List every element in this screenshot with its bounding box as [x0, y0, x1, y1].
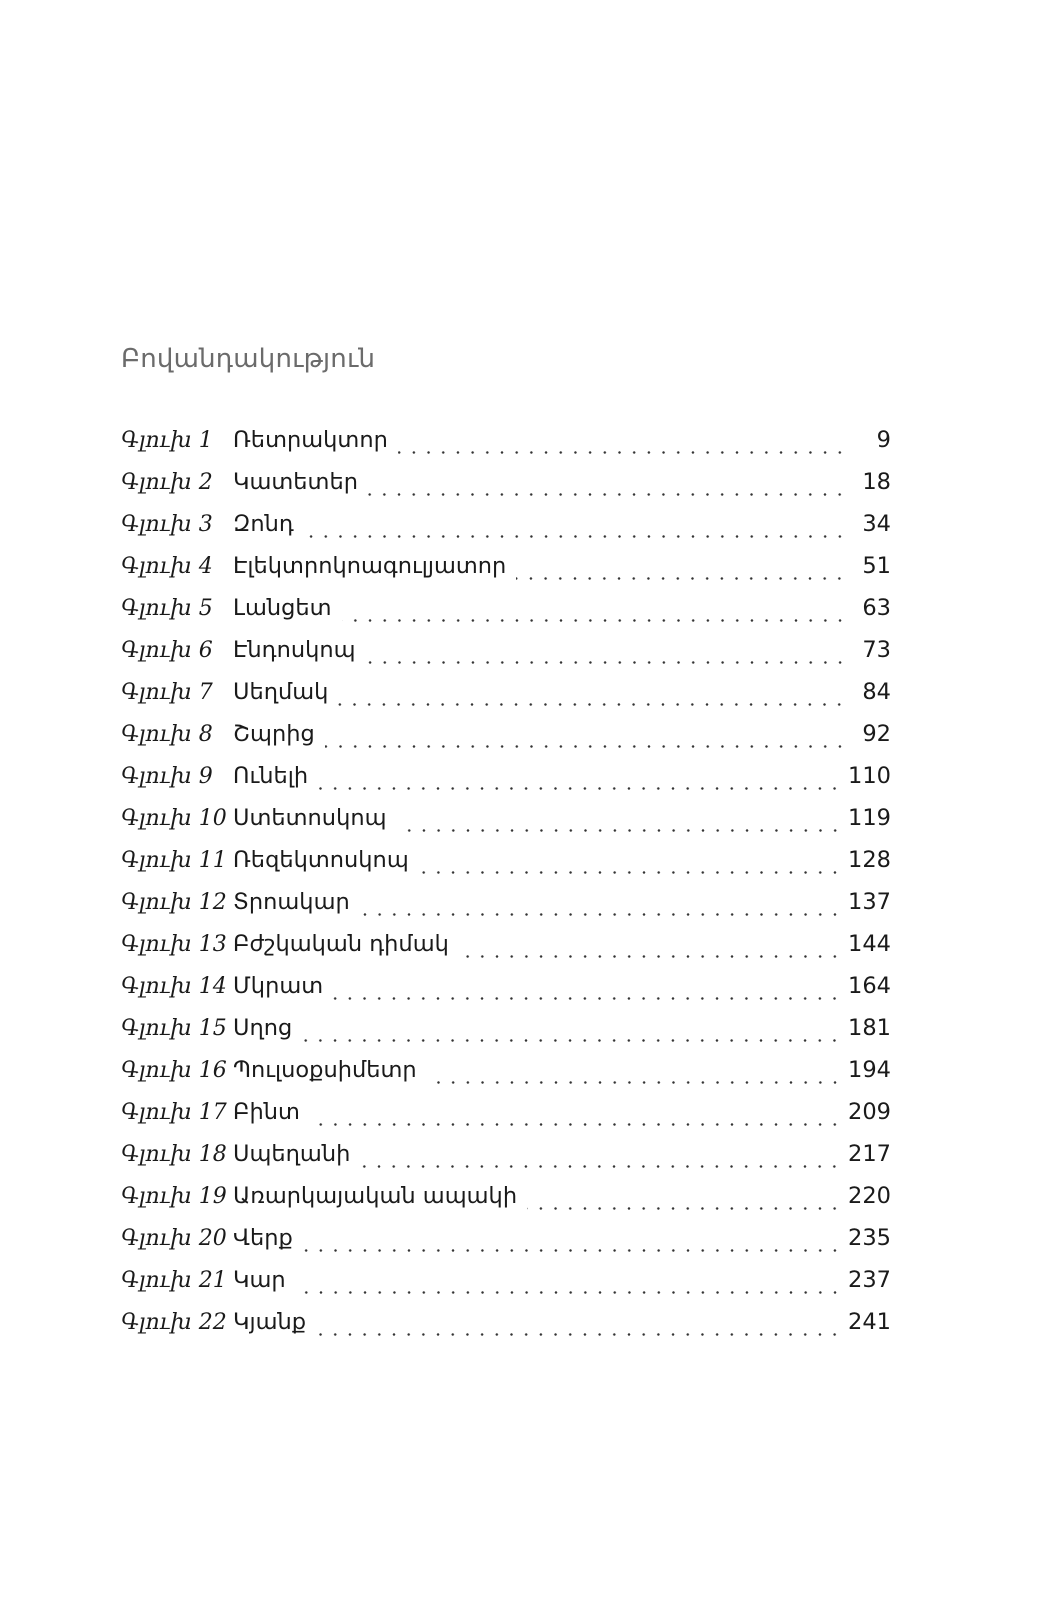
chapter-label: Գլուխ 13 [121, 932, 227, 957]
page-number: 51 [862, 553, 891, 579]
page-number: 18 [862, 469, 891, 495]
chapter-label: Գլուխ 21 [121, 1268, 227, 1293]
toc-entry[interactable] [121, 1139, 891, 1181]
chapter-title: Պուլսօքսիմետր [233, 1057, 417, 1083]
chapter-label: Գլուխ 11 [121, 848, 227, 873]
toc-entry[interactable] [121, 1013, 891, 1055]
toc-entry[interactable] [121, 971, 891, 1013]
toc-entry[interactable] [121, 551, 891, 593]
dot-leader [527, 1207, 842, 1210]
chapter-title: Ստետոսկոպ [233, 805, 387, 831]
chapter-label: Գլուխ 22 [121, 1310, 227, 1335]
page-number: 128 [848, 847, 891, 873]
chapter-title: Ռեզեկտոսկոպ [233, 847, 409, 873]
chapter-title: Ռետրակտոր [233, 427, 388, 453]
dot-leader [516, 577, 847, 580]
page-number: 209 [848, 1099, 891, 1125]
chapter-label: Գլուխ 3 [121, 512, 213, 537]
chapter-label: Գլուխ 14 [121, 974, 227, 999]
dot-leader [342, 619, 847, 622]
page-number: 9 [876, 427, 891, 453]
toc-entry[interactable] [121, 929, 891, 971]
dot-leader [318, 787, 842, 790]
table-of-contents [121, 425, 891, 1349]
dot-leader [310, 1123, 842, 1126]
page-number: 220 [848, 1183, 891, 1209]
chapter-label: Գլուխ 17 [121, 1100, 227, 1125]
chapter-title: Լանցետ [233, 595, 332, 621]
toc-entry[interactable] [121, 1307, 891, 1349]
toc-entry[interactable] [121, 719, 891, 761]
dot-leader [302, 1039, 842, 1042]
dot-leader [419, 871, 842, 874]
page-title: Բովանդակություն [121, 344, 376, 374]
chapter-label: Գլուխ 2 [121, 470, 213, 495]
toc-entry[interactable] [121, 425, 891, 467]
chapter-title: Մկրատ [233, 973, 324, 999]
dot-leader [333, 997, 842, 1000]
chapter-title: Սպեղանի [233, 1141, 351, 1167]
toc-entry[interactable] [121, 803, 891, 845]
toc-entry[interactable] [121, 1181, 891, 1223]
page-number: 241 [848, 1309, 891, 1335]
dot-leader [303, 1249, 842, 1252]
toc-entry[interactable] [121, 761, 891, 803]
toc-entry[interactable] [121, 1097, 891, 1139]
chapter-title: Տրոակար [233, 889, 350, 915]
chapter-label: Գլուխ 18 [121, 1142, 227, 1167]
toc-entry[interactable] [121, 635, 891, 677]
toc-entry[interactable] [121, 467, 891, 509]
chapter-label: Գլուխ 16 [121, 1058, 227, 1083]
page-number: 63 [862, 595, 891, 621]
chapter-label: Գլուխ 1 [121, 428, 213, 453]
toc-entry[interactable] [121, 1223, 891, 1265]
page-number: 110 [848, 763, 891, 789]
chapter-label: Գլուխ 4 [121, 554, 213, 579]
chapter-label: Գլուխ 7 [121, 680, 213, 705]
toc-entry[interactable] [121, 509, 891, 551]
page-number: 137 [848, 889, 891, 915]
page-number: 181 [848, 1015, 891, 1041]
dot-leader [398, 451, 847, 454]
toc-entry[interactable] [121, 887, 891, 929]
page-number: 119 [848, 805, 891, 831]
toc-entry[interactable] [121, 1265, 891, 1307]
dot-leader [397, 829, 843, 832]
dot-leader [427, 1081, 842, 1084]
chapter-title: Շպրից [233, 721, 315, 747]
chapter-title: Առարկայական ապակի [233, 1183, 518, 1209]
chapter-title: Էնդոսկոպ [233, 637, 356, 663]
dot-leader [360, 913, 842, 916]
chapter-title: Կատետեր [233, 469, 358, 495]
page-number: 235 [848, 1225, 891, 1251]
page-number: 92 [862, 721, 891, 747]
dot-leader [459, 955, 842, 958]
dot-leader [366, 661, 847, 664]
page-number: 34 [862, 511, 891, 537]
chapter-title: Բինտ [233, 1099, 300, 1125]
chapter-label: Գլուխ 19 [121, 1184, 227, 1209]
dot-leader [368, 493, 847, 496]
chapter-title: Բժշկական դիմակ [233, 931, 449, 957]
page-number: 73 [862, 637, 891, 663]
page-number: 217 [848, 1141, 891, 1167]
chapter-label: Գլուխ 6 [121, 638, 213, 663]
dot-leader [304, 535, 847, 538]
chapter-label: Գլուխ 8 [121, 722, 213, 747]
chapter-title: Կար [233, 1267, 286, 1293]
chapter-label: Գլուխ 12 [121, 890, 227, 915]
chapter-title: Կյանք [233, 1309, 307, 1335]
page-number: 237 [848, 1267, 891, 1293]
chapter-title: Ունելի [233, 763, 309, 789]
toc-entry[interactable] [121, 677, 891, 719]
chapter-label: Գլուխ 10 [121, 806, 227, 831]
dot-leader [360, 1165, 842, 1168]
chapter-title: Վերք [233, 1225, 293, 1251]
dot-leader [325, 745, 847, 748]
dot-leader [316, 1333, 842, 1336]
chapter-title: Սղոց [233, 1015, 293, 1041]
page-number: 164 [848, 973, 891, 999]
chapter-title: Սեղմակ [233, 679, 329, 705]
chapter-label: Գլուխ 5 [121, 596, 213, 621]
dot-leader [296, 1291, 842, 1294]
toc-entry[interactable] [121, 593, 891, 635]
chapter-label: Գլուխ 9 [121, 764, 213, 789]
chapter-title: Զոնդ [233, 511, 294, 537]
chapter-label: Գլուխ 15 [121, 1016, 227, 1041]
page-number: 194 [848, 1057, 891, 1083]
chapter-label: Գլուխ 20 [121, 1226, 227, 1251]
page-number: 84 [862, 679, 891, 705]
chapter-title: Էլեկտրոկոագուլյատոր [233, 553, 507, 579]
dot-leader [338, 703, 847, 706]
page-number: 144 [848, 931, 891, 957]
toc-entry[interactable] [121, 1055, 891, 1097]
toc-entry[interactable] [121, 845, 891, 887]
